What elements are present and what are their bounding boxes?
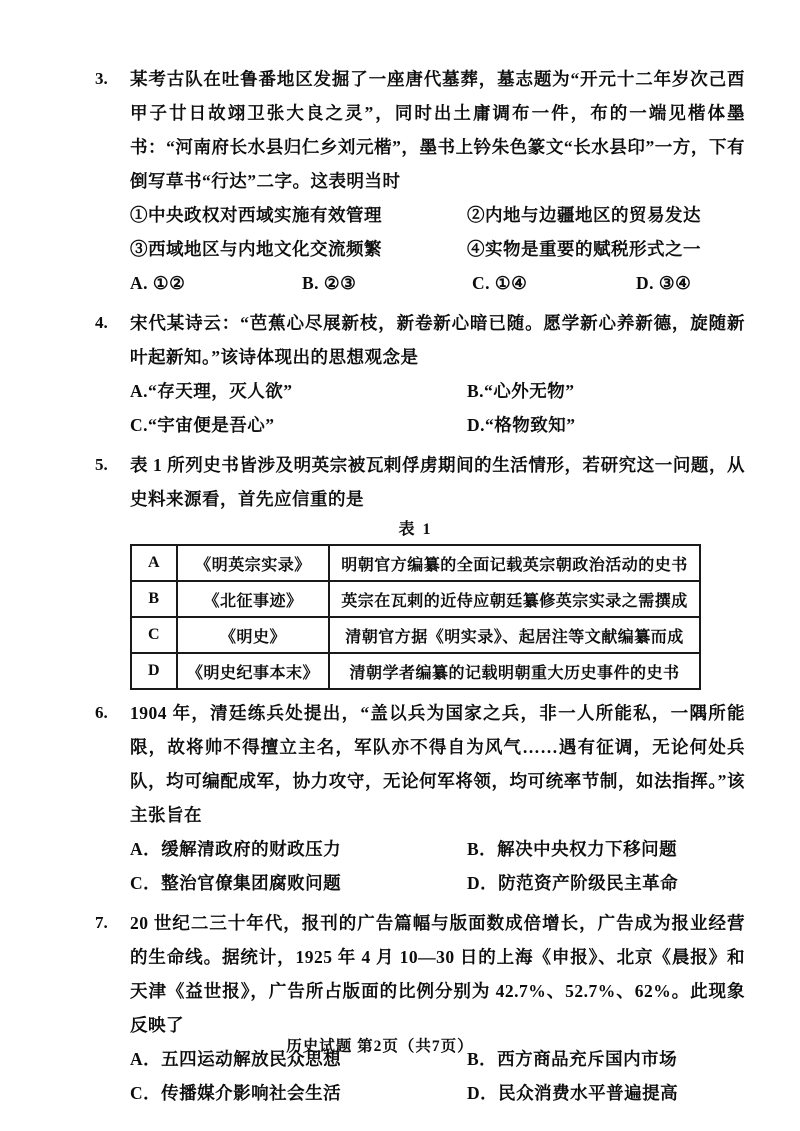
option-a: A. ①② bbox=[130, 273, 186, 293]
option-c: C．整治官僚集团腐败问题 bbox=[130, 873, 342, 893]
question-body bbox=[130, 306, 745, 442]
table-cell: C bbox=[131, 617, 177, 653]
question-number: 7. bbox=[95, 913, 108, 932]
table-cell: 清朝学者编纂的记载明朝重大历史事件的史书 bbox=[329, 653, 700, 689]
source-table bbox=[130, 544, 701, 690]
question-6 bbox=[95, 696, 745, 900]
table-cell: 英宗在瓦剌的近侍应朝廷纂修英宗实录之需撰成 bbox=[329, 581, 700, 617]
option-a: A.“存天理，灭人欲” bbox=[130, 381, 293, 401]
table-cell: 《北征事迹》 bbox=[177, 581, 329, 617]
option-b: B．解决中央权力下移问题 bbox=[467, 839, 678, 859]
table-caption: 表 1 bbox=[398, 521, 433, 538]
option-b: B．西方商品充斥国内市场 bbox=[467, 1049, 678, 1069]
table-cell: A bbox=[131, 545, 177, 581]
question-number: 6. bbox=[95, 703, 108, 722]
question-7 bbox=[95, 906, 745, 1110]
table-cell: 《明史》 bbox=[177, 617, 329, 653]
statement-1: ①中央政权对西域实施有效管理 bbox=[130, 205, 382, 225]
option-d: D. ③④ bbox=[636, 273, 692, 293]
table-row-a bbox=[131, 545, 700, 581]
option-d: D．防范资产阶级民主革命 bbox=[467, 873, 679, 893]
question-body bbox=[130, 62, 745, 300]
table-cell: 明朝官方编纂的全面记载英宗朝政治活动的史书 bbox=[329, 545, 700, 581]
question-number: 4. bbox=[95, 313, 108, 332]
question-number: 5. bbox=[95, 455, 108, 474]
option-grid bbox=[130, 832, 745, 900]
table-cell: D bbox=[131, 653, 177, 689]
option-a: A．五四运动解放民众思想 bbox=[130, 1049, 342, 1069]
question-text: 宋代某诗云：“芭蕉心尽展新枝，新卷新心暗已随。愿学新心养新德，旋随新叶起新知。”该诗体现出的思想观念是 bbox=[130, 313, 745, 367]
statement-2: ②内地与边疆地区的贸易发达 bbox=[467, 205, 701, 225]
question-text: 表 1 所列史书皆涉及明英宗被瓦剌俘虏期间的生活情形，若研究这一问题，从史料来源看，首先应信重的是 bbox=[130, 455, 745, 509]
question-text: 1904 年，清廷练兵处提出，“盖以兵为国家之兵，非一人所能私，一隅所能限，故将帅不得擅立主名，军队亦不得自为风气……遇有征调，无论何处兵队，均可编配成军，协力攻守，无论何军将领，均可统率节制，如法指挥。”该主张旨在 bbox=[130, 703, 745, 825]
question-text: 20 世纪二三十年代，报刊的广告篇幅与版面数成倍增长，广告成为报业经营的生命线。据统计，1925 年 4 月 10—30 日的上海《申报》、北京《晨报》和天津《益世报》，广告所占版面的比例分别为 42.7%、52.7%、62%。此现象反映了 bbox=[130, 913, 745, 1035]
question-body bbox=[130, 696, 745, 900]
option-c: C. ①④ bbox=[472, 273, 528, 293]
option-d: D.“格物致知” bbox=[467, 415, 576, 435]
table-row-c bbox=[131, 617, 700, 653]
option-c: C.“宇宙便是吾心” bbox=[130, 415, 275, 435]
question-5 bbox=[95, 448, 745, 690]
statement-grid bbox=[130, 198, 745, 266]
statement-4: ④实物是重要的赋税形式之一 bbox=[467, 239, 701, 259]
option-d: D．民众消费水平普遍提高 bbox=[467, 1083, 679, 1103]
option-grid bbox=[130, 374, 745, 442]
question-4 bbox=[95, 306, 745, 442]
table-cell: 《明英宗实录》 bbox=[177, 545, 329, 581]
option-a: A．缓解清政府的财政压力 bbox=[130, 839, 342, 859]
option-c: C．传播媒介影响社会生活 bbox=[130, 1083, 342, 1103]
option-row bbox=[130, 266, 745, 300]
page-footer: 历史试题 第2页（共7页） bbox=[286, 1038, 474, 1055]
question-number: 3. bbox=[95, 69, 108, 88]
question-3 bbox=[95, 62, 745, 300]
question-body bbox=[130, 448, 745, 690]
table-cell: 《明史纪事本末》 bbox=[177, 653, 329, 689]
table-row-b bbox=[131, 581, 700, 617]
table-cell: 清朝官方据《明实录》、起居注等文献编纂而成 bbox=[329, 617, 700, 653]
statement-3: ③西域地区与内地文化交流频繁 bbox=[130, 239, 382, 259]
option-b: B.“心外无物” bbox=[467, 381, 575, 401]
question-text: 某考古队在吐鲁番地区发掘了一座唐代墓葬，墓志题为“开元十二年岁次己酉甲子廿日故翊卫张大良之灵”，同时出土庸调布一件，布的一端见楷体墨书：“河南府长水县归仁乡刘元楷”，墨书上钤朱色篆文“长水县印”一方，下有倒写草书“行达”二字。这表明当时 bbox=[130, 69, 745, 191]
option-b: B. ②③ bbox=[302, 273, 357, 293]
table-row-d bbox=[131, 653, 700, 689]
table-cell: B bbox=[131, 581, 177, 617]
question-body bbox=[130, 906, 745, 1110]
